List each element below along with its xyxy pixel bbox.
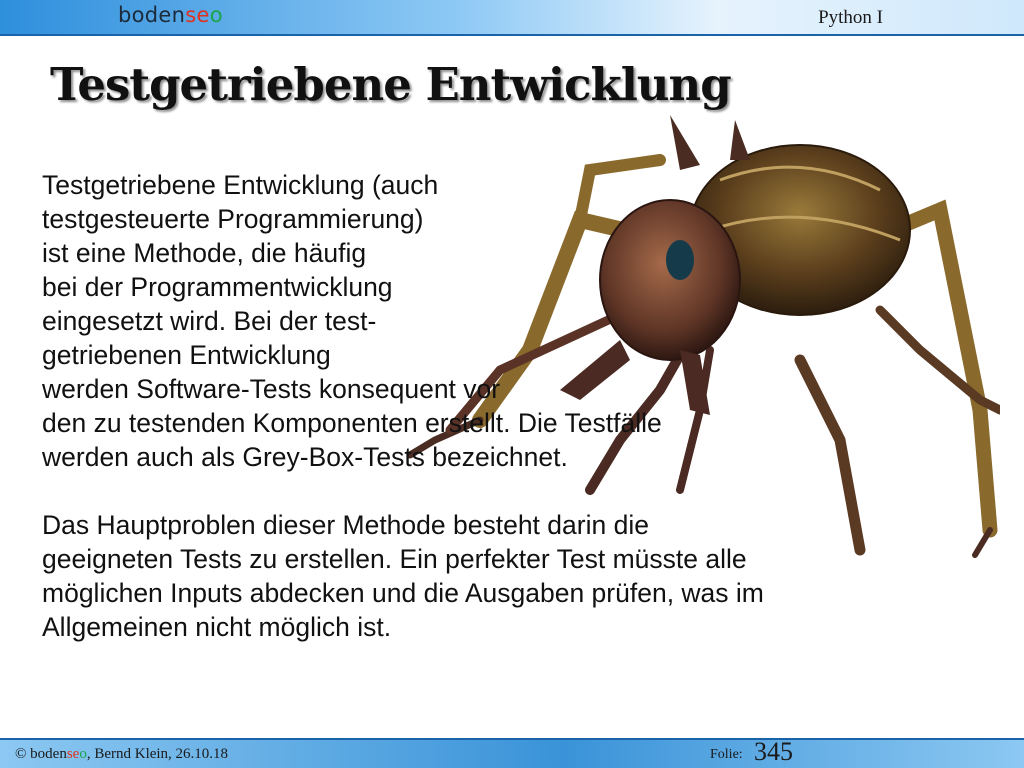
text-line: werden auch als Grey-Box-Tests bezeichnet. [42, 442, 568, 472]
text-line: bei der Programmentwicklung [42, 272, 393, 302]
paragraph-1 [42, 168, 902, 474]
footer-author-date: , Bernd Klein, 26.10.18 [86, 746, 229, 762]
text-line: ist eine Methode, die häufig [42, 238, 367, 268]
text-line: eingesetzt wird. Bei der test- [42, 306, 377, 336]
slide-body [42, 168, 902, 644]
text-line: Das Hauptproblen dieser Methode besteht darin die [42, 510, 649, 540]
course-title: Python I [818, 7, 883, 28]
footer-logo-boden: boden [30, 746, 67, 762]
text-line: Allgemeinen nicht möglich ist. [42, 612, 392, 642]
paragraph-2 [42, 508, 902, 644]
footer-credit [15, 746, 228, 763]
text-line: den zu testenden Komponenten erstellt. Die Testfälle [42, 408, 662, 438]
bodenseo-logo [118, 3, 223, 27]
footer-logo [30, 746, 87, 762]
text-line: testgesteuerte Programmierung) [42, 204, 424, 234]
logo-part-o: o [209, 3, 223, 27]
footer-logo-se: se [66, 746, 80, 762]
slide-title: Testgetriebene Entwicklung [50, 58, 731, 111]
logo-part-boden: boden [118, 3, 186, 27]
text-line: getriebenen Entwicklung [42, 340, 331, 370]
logo-part-se: se [185, 3, 210, 27]
text-line: möglichen Inputs abdecken und die Ausgaben prüfen, was im [42, 578, 764, 608]
text-line: Testgetriebene Entwicklung (auch [42, 170, 439, 200]
footer-logo-o: o [79, 746, 87, 762]
header-bar [0, 0, 1024, 36]
slide-number-label: Folie: [710, 747, 743, 762]
text-line: werden Software-Tests konsequent vor [42, 374, 501, 404]
slide-number: 345 [754, 737, 793, 766]
footer-bar [0, 738, 1024, 768]
copyright-symbol: © [15, 746, 27, 762]
text-line: geeigneten Tests zu erstellen. Ein perfekter Test müsste alle [42, 544, 747, 574]
